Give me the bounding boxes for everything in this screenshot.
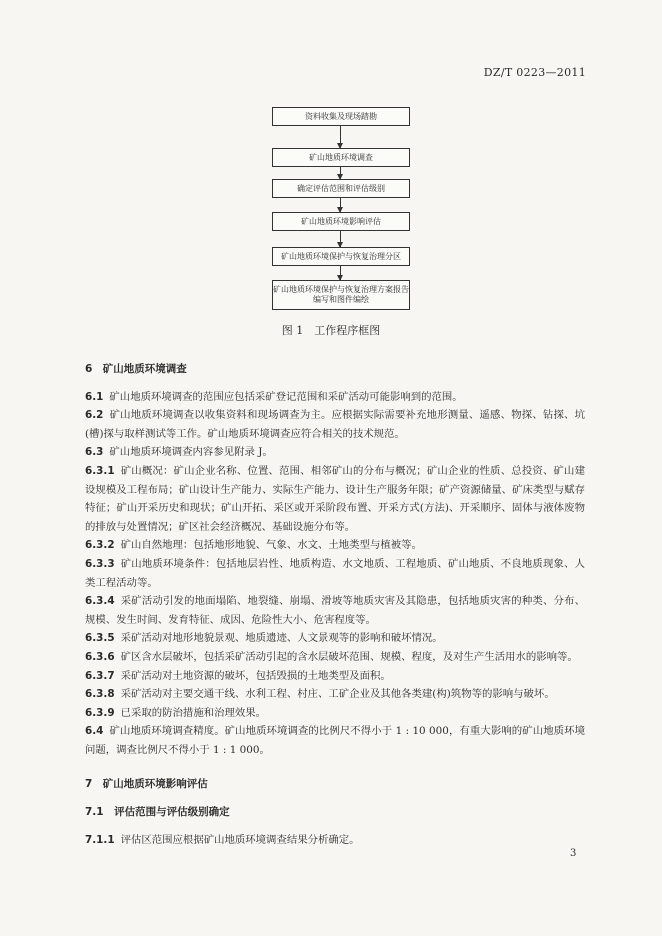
clause-number: 6.3.4 bbox=[85, 595, 115, 608]
clause-text: 采矿活动对地形地貌景观、地质遗迹、人文景观等的影响和破坏情况。 bbox=[120, 632, 443, 645]
page-number: 3 bbox=[570, 848, 577, 859]
flow-step-5: 矿山地质环境保护与恢复治理分区 bbox=[272, 247, 410, 266]
standard-code: DZ/T 0223—2011 bbox=[483, 66, 586, 79]
figure-caption: 图 1 工作程序框图 bbox=[281, 324, 381, 337]
section-7-title: 7 矿山地质环境影响评估 bbox=[85, 778, 208, 791]
clause-6-3-3 bbox=[85, 555, 585, 592]
clause-number: 6.3.1 bbox=[85, 464, 115, 477]
flow-arrow-1 bbox=[340, 126, 341, 148]
flow-step-2: 矿山地质环境调查 bbox=[272, 148, 410, 167]
clause-number: 6.3.3 bbox=[85, 557, 115, 570]
section-6-title: 6 矿山地质环境调查 bbox=[85, 363, 187, 375]
clause-6-1 bbox=[85, 388, 585, 407]
clause-text: 矿山地质环境调查精度。矿山地质环境调查的比例尺不得小于 1 : 10 000，有重大影响的矿山地质环境问题，调查比例尺不得小于 1 : 1 000。 bbox=[85, 725, 585, 756]
clause-number: 6.3.7 bbox=[85, 669, 115, 682]
clause-number: 6.3.2 bbox=[85, 539, 115, 552]
clause-6-3 bbox=[85, 443, 585, 462]
clause-text: 矿山地质环境调查内容参见附录 J。 bbox=[109, 446, 273, 459]
clause-text: 矿山地质环境条件：包括地层岩性、地质构造、水文地质、工程地质、矿山地质、不良地质现象、人类工程活动等。 bbox=[85, 557, 585, 589]
clause-6-3-4 bbox=[85, 592, 585, 629]
clause-7-1-1 bbox=[85, 831, 585, 850]
clause-text: 评估区范围应根据矿山地质环境调查结果分析确定。 bbox=[120, 833, 360, 846]
clause-text: 矿山自然地理：包括地形地貌、气象、水文、土地类型与植被等。 bbox=[120, 539, 422, 552]
document-body bbox=[85, 360, 585, 849]
flow-arrow-5 bbox=[340, 266, 341, 280]
clause-6-3-1 bbox=[85, 462, 585, 536]
clause-6-3-8 bbox=[85, 685, 585, 704]
clause-number: 6.3.8 bbox=[85, 688, 115, 701]
section-7-1-title: 7.1 评估范围与评估级别确定 bbox=[85, 806, 230, 819]
clause-number: 6.1 bbox=[85, 390, 104, 403]
clause-text: 矿山概况：矿山企业名称、位置、范围、相邻矿山的分布与概况；矿山企业的性质、总投资、矿山建设规模及工程布局；矿山设计生产能力、实际生产能力、设计生产服务年限；矿产资源储量、矿床类型与赋存特征；矿山开采历史和现状；矿山开拓、采区或开采阶段布置、开采方式(方法)、开采顺序、固体与液体废物的排放与处置情况；矿区社会经济概况、基础设施分布等。 bbox=[85, 464, 585, 533]
clause-6-3-6 bbox=[85, 648, 585, 667]
flow-step-4: 矿山地质环境影响评估 bbox=[272, 212, 410, 231]
flow-step-6: 矿山地质环境保护与恢复治理方案报告编写和图件编绘 bbox=[272, 280, 410, 310]
clause-text: 矿区含水层破坏，包括采矿活动引起的含水层破坏范围、规模、程度，及对生产生活用水的影响等。 bbox=[120, 650, 578, 663]
clause-text: 采矿活动对主要交通干线、水利工程、村庄、工矿企业及其他各类建(构)筑物等的影响与破坏。 bbox=[120, 688, 555, 701]
clause-6-3-9 bbox=[85, 704, 585, 723]
clause-6-3-5 bbox=[85, 629, 585, 648]
clause-text: 已采取的防治措施和治理效果。 bbox=[120, 706, 267, 719]
clause-number: 6.3.9 bbox=[85, 706, 115, 719]
flow-step-3: 确定评估范围和评估级别 bbox=[272, 179, 410, 198]
clause-number: 7.1.1 bbox=[85, 833, 115, 846]
clause-number: 6.3.5 bbox=[85, 632, 115, 645]
clause-text: 采矿活动引发的地面塌陷、地裂缝、崩塌、滑坡等地质灾害及其隐患，包括地质灾害的种类、分布、规模、发生时间、发育特征、成因、危险性大小、危害程度等。 bbox=[85, 595, 585, 626]
flow-arrow-4 bbox=[340, 231, 341, 247]
clause-number: 6.4 bbox=[85, 725, 104, 738]
clause-6-3-7 bbox=[85, 667, 585, 686]
flow-step-1: 资料收集及现场踏勘 bbox=[272, 107, 410, 126]
clause-6-4 bbox=[85, 722, 585, 759]
clause-text: 采矿活动对土地资源的破坏，包括毁损的土地类型及面积。 bbox=[120, 669, 391, 682]
clause-number: 6.3.6 bbox=[85, 650, 115, 663]
clause-text: 矿山地质环境调查的范围应包括采矿登记范围和采矿活动可能影响到的范围。 bbox=[109, 390, 463, 403]
flow-arrow-2 bbox=[340, 167, 341, 179]
flow-arrow-3 bbox=[340, 198, 341, 212]
clause-6-2 bbox=[85, 406, 585, 443]
clause-6-3-2 bbox=[85, 536, 585, 555]
clause-number: 6.2 bbox=[85, 409, 104, 422]
clause-text: 矿山地质环境调查以收集资料和现场调查为主。应根据实际需要补充地形测量、遥感、物探、钻探、坑(槽)探与取样测试等工作。矿山地质环境调查应符合相关的技术规范。 bbox=[85, 409, 585, 440]
clause-number: 6.3 bbox=[85, 446, 104, 459]
